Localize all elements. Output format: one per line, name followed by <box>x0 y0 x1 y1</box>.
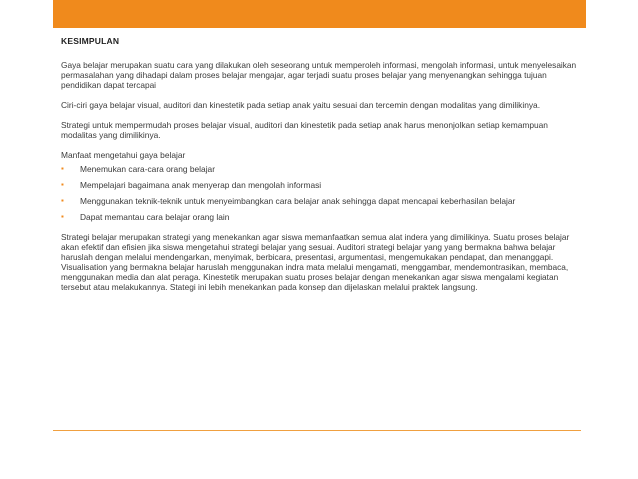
benefits-list <box>61 164 581 222</box>
list-item <box>61 196 581 206</box>
paragraph-learning-strategy: Strategi belajar merupakan strategi yang menekankan agar siswa memanfaatkan semua alat indera yang dimilikinya. Suatu proses belajar akan efektif dan efisien jika siswa mengetahui strategi belajar yang sesuai. Auditori strategi belajar yang yang bermakna bahwa belajar haruslah dengan melalui mendengarkan, menyimak, berbicara, presentasi, argumentasi, mengemukakan pendapat, dan menanggapi. Visualisation yang bermakna belajar haruslah menggunakan indra mata melalui mengamati, menggambar, mendemontrasikan, membaca, menggunakan media dan alat peraga. Kinestetik merupakan suatu proses belajar dengan menekankan agar siswa mengalami kegiatan tersebut atau melakukannya. Stategi ini lebih menekankan pada konsep dan dijelaskan melalui praktek langsung. <box>61 232 570 292</box>
list-item <box>61 164 581 174</box>
list-item-text: Menemukan cara-cara orang belajar <box>80 164 216 174</box>
slide-content <box>61 36 581 302</box>
bottom-divider <box>53 430 581 431</box>
list-item-text: Mempelajari bagaimana anak menyerap dan mengolah informasi <box>80 180 322 190</box>
bullet-icon: ▪ <box>61 164 64 173</box>
list-item-text: Dapat memantau cara belajar orang lain <box>80 212 230 222</box>
paragraph-definition: Gaya belajar merupakan suatu cara yang dilakukan oleh seseorang untuk memperoleh informasi, mengolah informasi, untuk menyelesaikan permasalahan yang dihadapi dalam proses belajar mengajar, agar terjadi suatu proses belajar yang menyenangkan sehingga tujuan pendidikan dapat tercapai <box>61 60 577 90</box>
bullet-icon: ▪ <box>61 180 64 189</box>
list-item-text: Menggunakan teknik-teknik untuk menyeimbangkan cara belajar anak sehingga dapat mencapai keberhasilan belajar <box>80 196 516 206</box>
slide-title: KESIMPULAN <box>61 36 120 46</box>
bullet-icon: ▪ <box>61 212 64 221</box>
top-accent-bar <box>53 0 586 28</box>
list-item <box>61 180 581 190</box>
paragraph-characteristics: Ciri-ciri gaya belajar visual, auditori dan kinestetik pada setiap anak yaitu sesuai dan tercemin dengan modalitas yang dimilikinya. <box>61 100 541 110</box>
paragraph-strategy: Strategi untuk mempermudah proses belajar visual, auditori dan kinestetik pada setiap anak harus menonjolkan setiap kemampuan modalitas yang dimilikinya. <box>61 120 548 140</box>
bullet-icon: ▪ <box>61 196 64 205</box>
list-item <box>61 212 581 222</box>
paragraph-benefits-heading: Manfaat mengetahui gaya belajar <box>61 150 186 160</box>
